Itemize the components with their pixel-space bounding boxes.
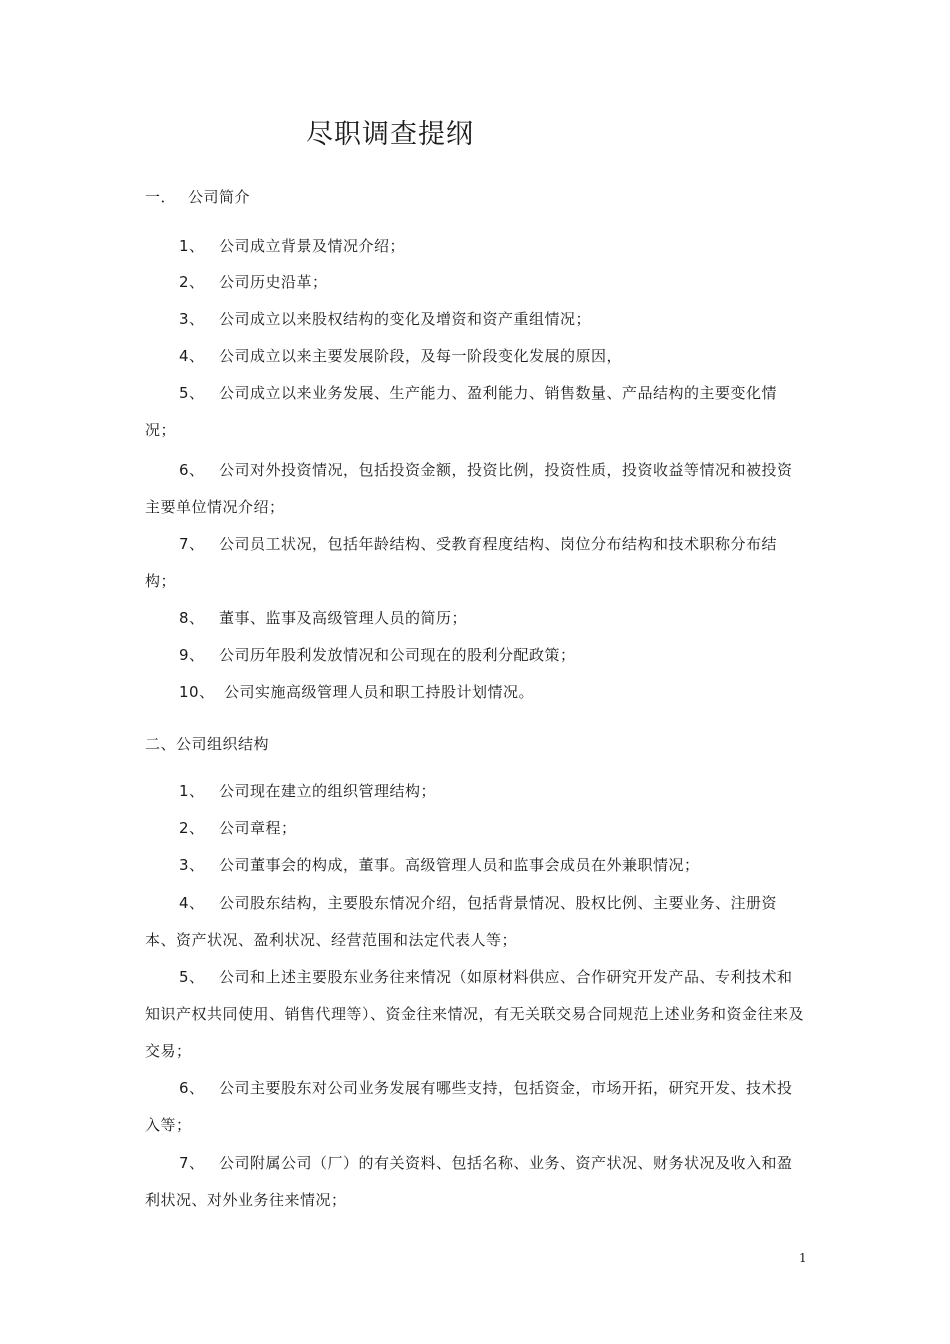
list-item: [145, 637, 807, 674]
list-item: [145, 885, 807, 959]
list-item: [145, 1145, 807, 1219]
list-item: [145, 228, 807, 265]
item-text: 公司员工状况，包括年龄结构、受教育程度结构、岗位分布结构和技术职称分布结构；: [145, 535, 778, 590]
item-text: 公司主要股东对公司业务发展有哪些支持，包括资金，市场开拓，研究开发、技术投入等；: [145, 1079, 793, 1134]
list-item: [145, 847, 807, 884]
list-item: [145, 301, 807, 338]
item-text: 公司股东结构，主要股东情况介绍，包括背景情况、股权比例、主要业务、注册资本、资产状况、盈利状况、经营范围和法定代表人等；: [145, 894, 778, 949]
list-item: [145, 959, 807, 1070]
item-text: 董事、监事及高级管理人员的简历；: [219, 609, 468, 627]
item-number: 7、: [179, 1154, 205, 1172]
section-number: 二、: [145, 735, 177, 753]
item-text: 公司和上述主要股东业务往来情况（如原材料供应、合作研究开发产品、专利技术和知识产权共同使用、销售代理等）、资金往来情况，有无关联交易合同规范上述业务和资金往来及交易；: [145, 968, 805, 1060]
item-number: 6、: [179, 461, 205, 479]
section-title: 公司简介: [188, 188, 251, 206]
item-number: 4、: [179, 894, 205, 912]
list-item: [145, 264, 807, 301]
section-heading: [145, 733, 269, 754]
item-text: 公司实施高级管理人员和职工持股计划情况。: [224, 683, 535, 701]
item-number: 2、: [179, 273, 205, 291]
item-text: 公司成立以来主要发展阶段，及每一阶段变化发展的原因，: [219, 347, 623, 365]
item-number: 5、: [179, 968, 205, 986]
item-text: 公司现在建立的组织管理结构；: [219, 782, 437, 800]
item-number: 3、: [179, 856, 205, 874]
item-number: 5、: [179, 384, 205, 402]
section-heading: [145, 186, 250, 207]
item-number: 1、: [179, 237, 205, 255]
list-item: [145, 338, 807, 375]
section-number: 一．: [145, 188, 177, 206]
list-item: [145, 452, 807, 526]
item-text: 公司历年股利发放情况和公司现在的股利分配政策；: [219, 646, 576, 664]
item-number: 2、: [179, 819, 205, 837]
item-number: 3、: [179, 310, 205, 328]
section-title: 公司组织结构: [176, 735, 270, 753]
list-item: [145, 526, 807, 600]
list-item: [145, 674, 807, 711]
page-number: 1: [799, 1251, 807, 1265]
item-text: 公司成立以来股权结构的变化及增资和资产重组情况；: [219, 310, 592, 328]
item-number: 6、: [179, 1079, 205, 1097]
item-number: 4、: [179, 347, 205, 365]
item-text: 公司历史沿革；: [219, 273, 328, 291]
item-text: 公司董事会的构成，董事。高级管理人员和监事会成员在外兼职情况；: [219, 856, 700, 874]
document-title: 尽职调查提纲: [306, 119, 474, 150]
item-number: 9、: [179, 646, 205, 664]
item-number: 10、: [179, 683, 215, 701]
item-text: 公司成立背景及情况介绍；: [219, 237, 406, 255]
list-item: [145, 600, 807, 637]
list-item: [145, 810, 807, 847]
item-number: 7、: [179, 535, 205, 553]
list-item: [145, 1070, 807, 1144]
item-number: 8、: [179, 609, 205, 627]
list-item: [145, 773, 807, 810]
list-item: [145, 375, 807, 449]
item-number: 1、: [179, 782, 205, 800]
item-text: 公司附属公司（厂）的有关资料、包括名称、业务、资产状况、财务状况及收入和盈利状况、对外业务往来情况；: [145, 1154, 793, 1209]
item-text: 公司对外投资情况，包括投资金额，投资比例，投资性质，投资收益等情况和被投资主要单位情况介绍；: [145, 461, 793, 516]
item-text: 公司成立以来业务发展、生产能力、盈利能力、销售数量、产品结构的主要变化情况；: [145, 384, 778, 439]
item-text: 公司章程；: [219, 819, 297, 837]
